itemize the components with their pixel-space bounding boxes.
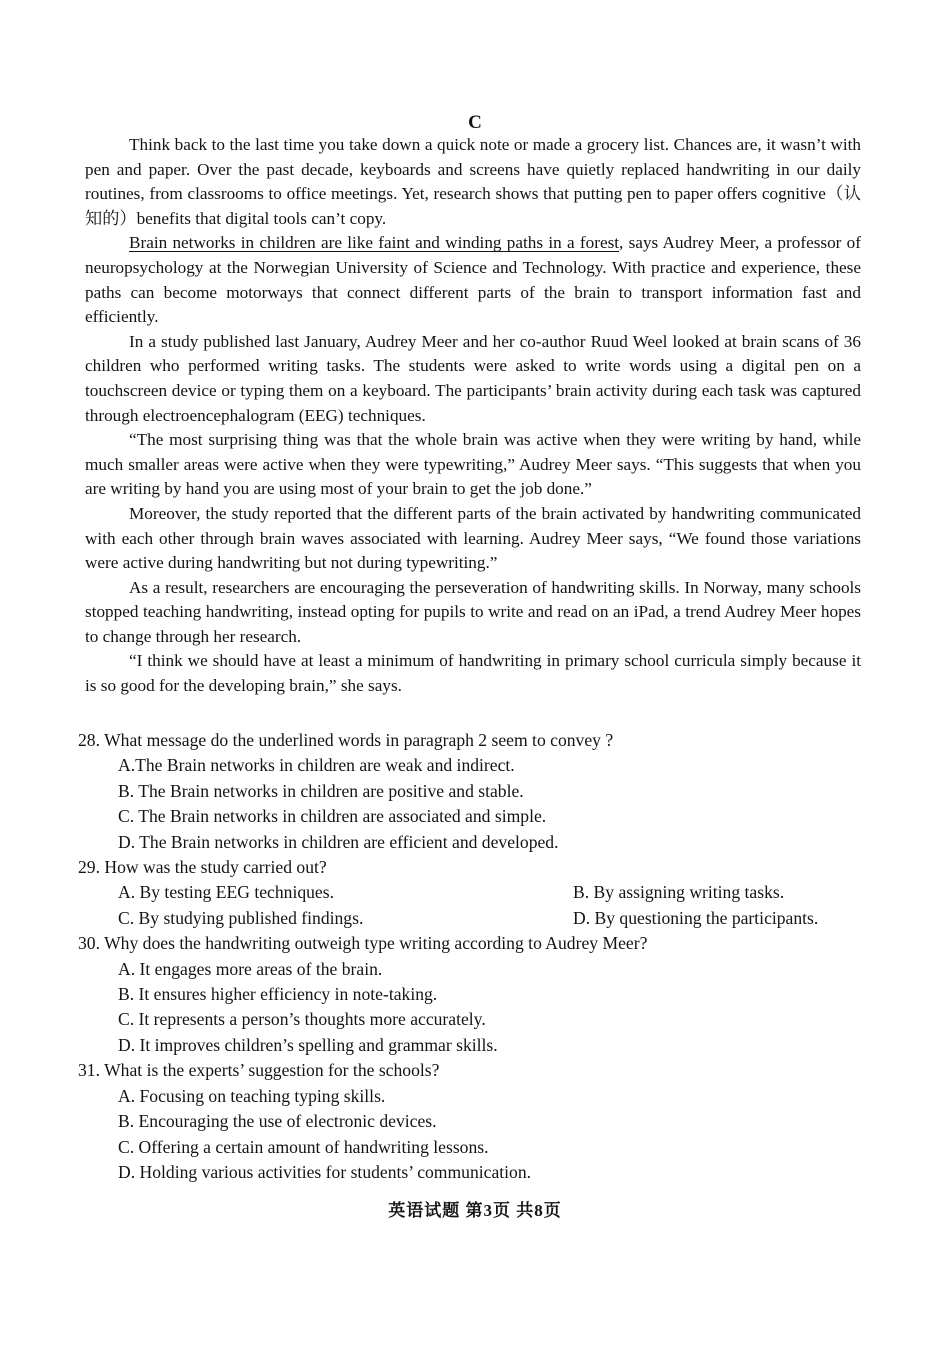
option-28-b: B. The Brain networks in children are positive and stable.: [118, 780, 524, 801]
paragraph-3: In a study published last January, Audrey Meer and her co-author Ruud Weel looked at brain scans of 36 children who performed writing tasks. The students were asked to write words using a digital pen on a touchscreen device or typing them on a keyboard. The participants’ brain activity during each task was captured through electroencephalogram (EEG) techniques.: [85, 331, 861, 425]
option-30-d: D. It improves children’s spelling and grammar skills.: [118, 1034, 498, 1055]
paragraph-5: Moreover, the study reported that the different parts of the brain activated by handwriting communicated with each other through brain waves associated with learning. Audrey Meer says, “We found those variations were active during handwriting but not during typewriting.”: [85, 503, 861, 573]
option-31-d: D. Holding various activities for students’ communication.: [118, 1161, 532, 1182]
option-row: [118, 906, 868, 931]
paragraph-4: “The most surprising thing was that the whole brain was active when they were writing by hand, while much smaller areas were active when they were typewriting,” Audrey Meer says. “This suggests that when you are writing by hand you are using most of your brain to get the job done.”: [85, 430, 861, 499]
option-30-c: C. It represents a person’s thoughts more accurately.: [118, 1009, 486, 1030]
paragraph-2: Brain networks in children are like faint and winding paths in a forest, says Audrey Meer, a professor of neuropsychology at the Norwegian University of Science and Technology. With practice and experience, these paths can become motorways that connect different parts of the brain to transport information fast and efficiently.: [85, 233, 861, 327]
question-30: 30. Why does the handwriting outweigh type writing according to Audrey Meer?: [78, 933, 648, 954]
option-29-c: C. By studying published findings.: [118, 907, 364, 928]
question-list: [78, 728, 868, 1185]
paragraph-6: As a result, researchers are encouraging the perseveration of handwriting skills. In Norway, many schools stopped teaching handwriting, instead opting for pupils to write and read on an iPad, a trend Audrey Meer hopes to change through her research.: [85, 577, 861, 646]
option-row: [118, 880, 868, 905]
paragraph-7: “I think we should have at least a minimum of handwriting in primary school curricula simply because it is so good for the developing brain,” she says.: [85, 651, 861, 696]
option-29-b: B. By assigning writing tasks.: [573, 882, 785, 903]
underlined-phrase: Brain networks in children are like faint and winding paths in a forest: [129, 233, 620, 253]
question-31: 31. What is the experts’ suggestion for the schools?: [78, 1060, 440, 1081]
option-30-b: B. It ensures higher efficiency in note-taking.: [118, 984, 438, 1005]
option-31-a: A. Focusing on teaching typing skills.: [118, 1085, 386, 1106]
paragraph-1: Think back to the last time you take down a quick note or made a grocery list. Chances are, it wasn’t with pen and paper. Over the past decade, keyboards and screens have quietly replaced handwriting in our daily routines, from classrooms to office meetings. Yet, research shows that putting pen to paper offers cognitive（认知的）benefits that digital tools can’t copy.: [85, 135, 861, 228]
option-28-c: C. The Brain networks in children are associated and simple.: [118, 806, 547, 827]
reading-passage: [85, 133, 861, 699]
page-footer: 英语试题 第3页 共8页: [388, 1201, 562, 1220]
option-29-d: D. By questioning the participants.: [573, 907, 819, 928]
option-28-d: D. The Brain networks in children are efficient and developed.: [118, 831, 559, 852]
option-29-a: A. By testing EEG techniques.: [118, 882, 334, 903]
section-heading: C: [468, 112, 482, 133]
option-28-a: A.The Brain networks in children are weak and indirect.: [118, 755, 515, 776]
option-31-b: B. Encouraging the use of electronic devices.: [118, 1111, 437, 1132]
option-31-c: C. Offering a certain amount of handwriting lessons.: [118, 1136, 489, 1157]
option-30-a: A. It engages more areas of the brain.: [118, 958, 383, 979]
question-29: 29. How was the study carried out?: [78, 857, 327, 878]
question-28: 28. What message do the underlined words in paragraph 2 seem to convey ?: [78, 730, 614, 750]
